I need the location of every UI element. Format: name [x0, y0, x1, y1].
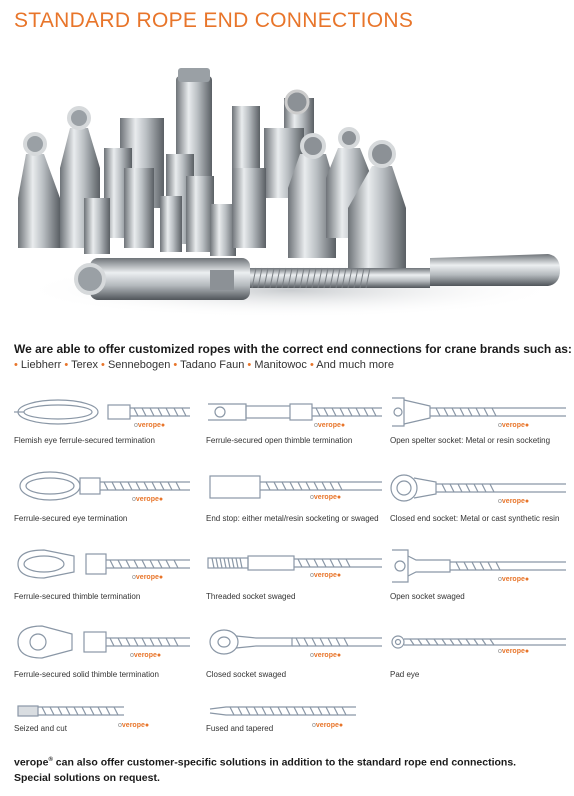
caption: Fused and tapered [206, 724, 274, 733]
termination-flemish-eye [14, 392, 194, 462]
verope-logo: overope● [134, 422, 166, 429]
brand-list: • Liebherr • Terex • Sennebogen • Tadano Faun • Manitowoc • And much more [14, 359, 394, 371]
fused-tapered-diagram [206, 698, 386, 724]
solid-thimble-diagram [14, 624, 194, 668]
verope-logo: overope● [314, 422, 346, 429]
intro-text: We are able to offer customized ropes with the correct end connections for crane brands such as: [14, 342, 572, 356]
termination-closed-end-socket [390, 468, 570, 538]
caption: Open spelter socket: Metal or resin socketing [390, 436, 551, 445]
brand-tadano-faun: Tadano Faun [180, 359, 245, 371]
closed-socket-swaged-diagram [206, 624, 386, 668]
caption: Ferrule-secured open thimble termination [206, 436, 353, 445]
caption: Closed end socket: Metal or cast synthetic resin [390, 514, 560, 523]
open-socket-swaged-diagram [390, 546, 570, 590]
caption: Seized and cut [14, 724, 67, 733]
brand-sennebogen: Sennebogen [107, 359, 171, 371]
verope-logo: overope● [498, 422, 530, 429]
caption: End stop: either metal/resin socketing or swaged [206, 514, 379, 523]
brand-more: And much more [316, 359, 394, 371]
end-connections-product-photo [0, 58, 574, 320]
termination-closed-socket-swaged [206, 624, 386, 694]
caption: Flemish eye ferrule-secured termination [14, 436, 155, 445]
termination-open-socket-swaged [390, 546, 570, 616]
verope-logo: overope● [310, 572, 342, 579]
brand-terex: Terex [71, 359, 98, 371]
termination-solid-thimble [14, 624, 194, 694]
caption: Closed socket swaged [206, 670, 287, 679]
caption: Ferrule-secured thimble termination [14, 592, 141, 601]
caption: Ferrule-secured eye termination [14, 514, 128, 523]
seized-cut-diagram [14, 698, 194, 724]
termination-thimble [14, 546, 194, 616]
verope-logo: overope● [498, 498, 530, 505]
caption: Ferrule-secured solid thimble termination [14, 670, 159, 679]
threaded-socket-diagram [206, 546, 386, 590]
verope-logo: overope● [312, 722, 344, 729]
verope-logo: overope● [498, 576, 530, 583]
caption: Pad eye [390, 670, 420, 679]
open-thimble-diagram [206, 392, 386, 436]
termination-open-thimble [206, 392, 386, 462]
termination-threaded-socket [206, 546, 386, 616]
verope-logo: overope● [132, 496, 164, 503]
footer-brand: verope [14, 756, 49, 769]
brand-liebherr: Liebherr [20, 359, 62, 371]
thimble-termination-diagram [14, 546, 194, 590]
termination-end-stop [206, 468, 386, 538]
page-title: STANDARD ROPE END CONNECTIONS [14, 9, 414, 32]
pad-eye-diagram [390, 624, 570, 668]
verope-logo: overope● [118, 722, 150, 729]
flemish-eye-diagram [14, 392, 194, 436]
caption: Open socket swaged [390, 592, 465, 601]
footer-text: verope® can also offer customer-specific solutions in addition to the standard rope end connections. Special solutions on request. [14, 756, 517, 784]
brand-manitowoc: Manitowoc [254, 359, 307, 371]
verope-logo: overope● [310, 652, 342, 659]
termination-eye [14, 468, 194, 538]
verope-logo: overope● [310, 494, 342, 501]
end-stop-diagram [206, 468, 386, 512]
termination-pad-eye [390, 624, 570, 694]
caption: Threaded socket swaged [206, 592, 296, 601]
open-spelter-socket-diagram [390, 392, 570, 436]
verope-logo: overope● [130, 652, 162, 659]
footer-body: can also offer customer-specific solutions in addition to the standard rope end connections. Special solutions on request. [14, 756, 517, 784]
closed-end-socket-diagram [390, 468, 570, 512]
verope-logo: overope● [132, 574, 164, 581]
verope-logo: overope● [498, 648, 530, 655]
termination-open-spelter-socket [390, 392, 570, 462]
eye-termination-diagram [14, 468, 194, 512]
